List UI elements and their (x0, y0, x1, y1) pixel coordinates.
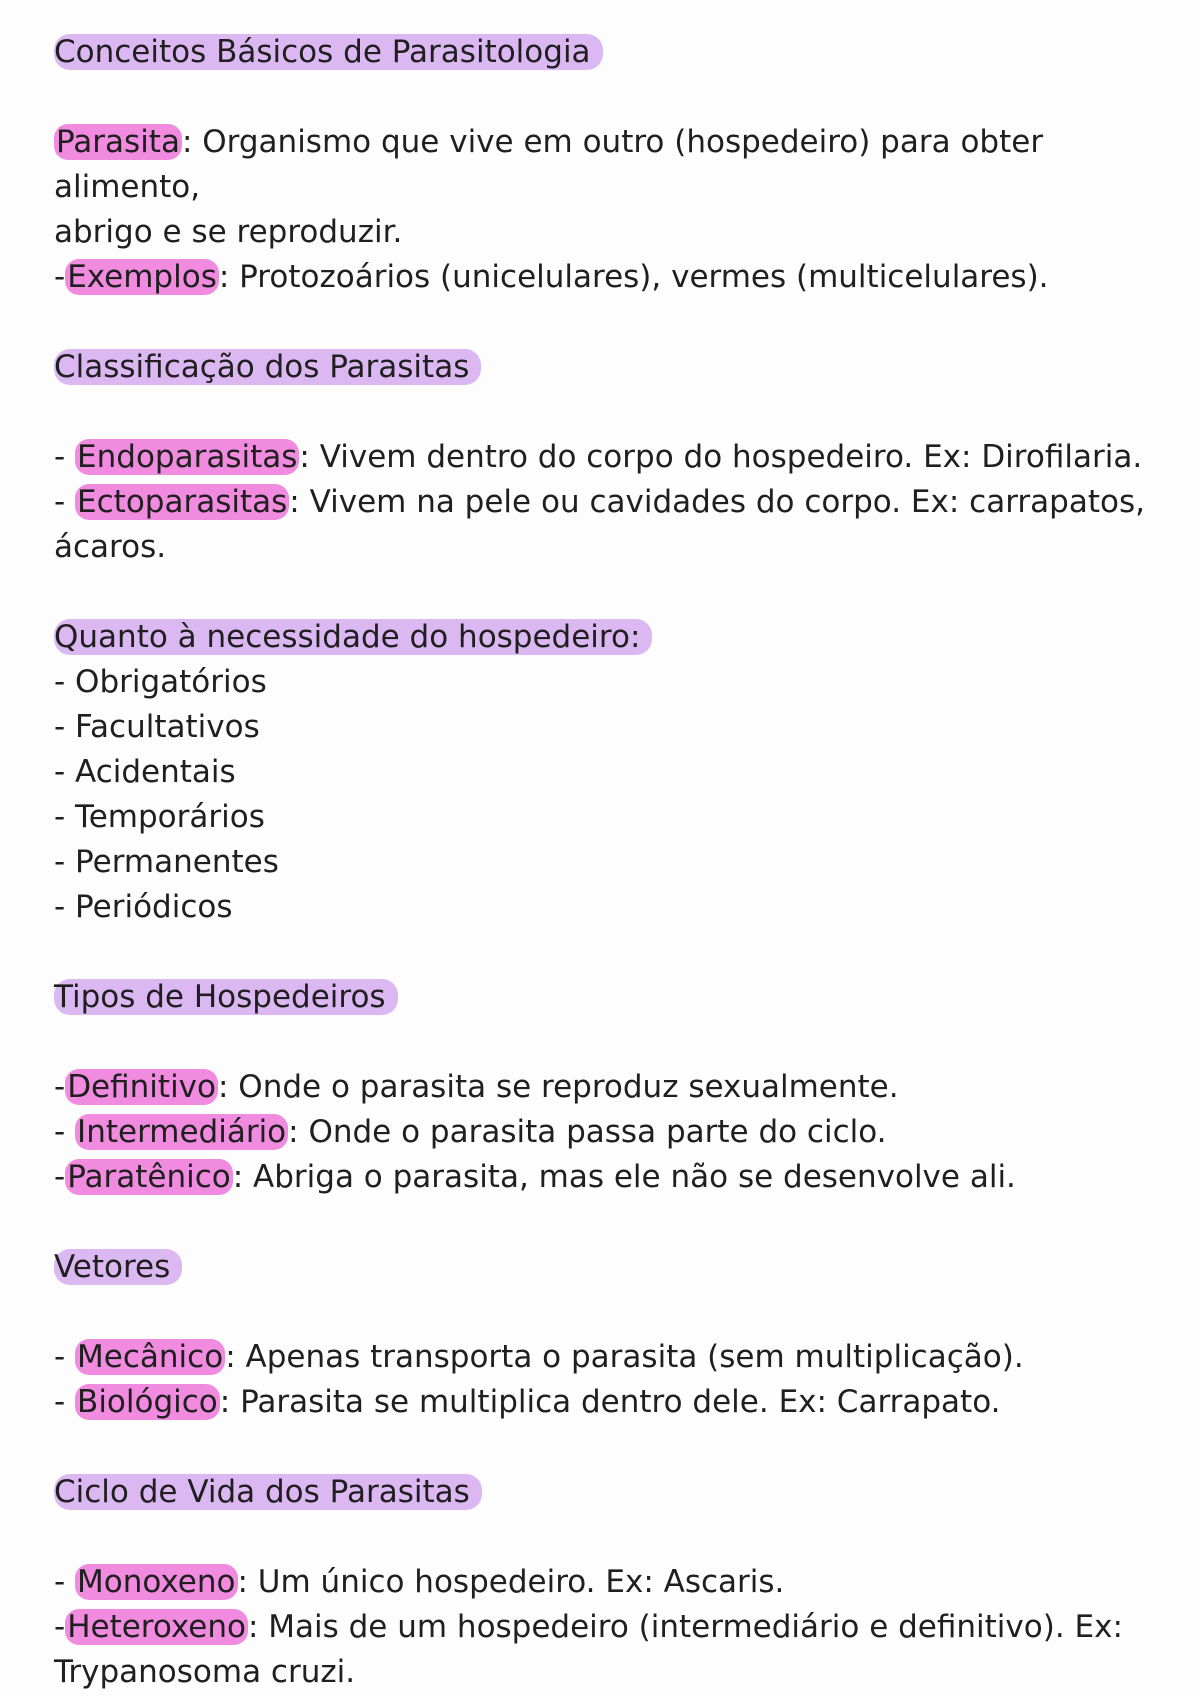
term-ectoparasitas: Ectoparasitas (77, 484, 288, 520)
item-text: : Apenas transporta o parasita (sem multiplicação). (225, 1339, 1024, 1375)
list-item (54, 840, 1154, 885)
dash: - (54, 439, 76, 475)
term-mecanico: Mecânico (77, 1339, 224, 1375)
list-item (54, 1605, 1154, 1650)
note-title (54, 30, 1154, 75)
heading-highlight: Vetores (54, 1249, 182, 1285)
dash: - (54, 889, 76, 925)
dash: - (54, 259, 66, 295)
term-parasita: Parasita (56, 124, 180, 160)
term-biologico: Biológico (77, 1384, 218, 1420)
list-item (54, 480, 1154, 525)
item-text: Temporários (75, 799, 265, 835)
spacer (54, 1515, 1154, 1560)
item-text: : Onde o parasita se reproduz sexualmente. (218, 1069, 899, 1105)
spacer (54, 1425, 1154, 1470)
item-text: : Vivem dentro do corpo do hospedeiro. Ex: Dirofilaria. (299, 439, 1143, 475)
list-item (54, 885, 1154, 930)
item-text: Facultativos (75, 709, 260, 745)
parasita-examples (54, 255, 1154, 300)
item-text: : Parasita se multiplica dentro dele. Ex: Carrapato. (219, 1384, 1001, 1420)
heading-highlight: Tipos de Hospedeiros (54, 979, 398, 1015)
spacer (54, 390, 1154, 435)
parasita-definition (54, 120, 1154, 210)
heading-classificacao (54, 345, 1154, 390)
list-item (54, 1110, 1154, 1155)
spacer (54, 1020, 1154, 1065)
dash: - (54, 709, 76, 745)
item-text: Permanentes (75, 844, 279, 880)
dash: - (54, 1339, 76, 1375)
list-item (54, 1155, 1154, 1200)
term-paratenico: Paratênico (67, 1159, 231, 1195)
list-item-cont: ácaros. (54, 529, 167, 565)
dash: - (54, 1069, 66, 1105)
term-exemplos: Exemplos (67, 259, 217, 295)
spacer (54, 1290, 1154, 1335)
list-item (54, 1380, 1154, 1425)
list-item-cont: Trypanosoma cruzi. (54, 1654, 356, 1690)
parasita-definition-text: : Organismo que vive em outro (hospedeiro) para obter alimento, (54, 124, 1053, 205)
heading-vetores (54, 1245, 1154, 1290)
dash: - (54, 844, 76, 880)
spacer (54, 930, 1154, 975)
examples-text: : Protozoários (unicelulares), vermes (multicelulares). (218, 259, 1049, 295)
note-document (54, 30, 1154, 1695)
term-definitivo: Definitivo (67, 1069, 216, 1105)
dash: - (54, 1609, 66, 1645)
item-text: : Vivem na pele ou cavidades do corpo. Ex: carrapatos, (289, 484, 1145, 520)
dash: - (54, 754, 76, 790)
term-endoparasitas: Endoparasitas (77, 439, 298, 475)
spacer (54, 300, 1154, 345)
term-heteroxeno: Heteroxeno (67, 1609, 246, 1645)
item-text: Acidentais (75, 754, 236, 790)
item-text: : Onde o parasita passa parte do ciclo. (288, 1114, 887, 1150)
dash: - (54, 799, 76, 835)
item-text: Periódicos (75, 889, 233, 925)
item-text: : Mais de um hospedeiro (intermediário e definitivo). Ex: (247, 1609, 1123, 1645)
dash: - (54, 1114, 76, 1150)
heading-ciclo (54, 1470, 1154, 1515)
spacer (54, 1200, 1154, 1245)
list-item (54, 795, 1154, 840)
list-item (54, 660, 1154, 705)
list-item (54, 1560, 1154, 1605)
parasita-definition-cont: abrigo e se reproduzir. (54, 214, 403, 250)
dash: - (54, 664, 76, 700)
heading-highlight: Quanto à necessidade do hospedeiro: (54, 619, 652, 655)
list-item (54, 1335, 1154, 1380)
dash: - (54, 1159, 66, 1195)
term-monoxeno: Monoxeno (77, 1564, 236, 1600)
item-text: : Abriga o parasita, mas ele não se desenvolve ali. (232, 1159, 1016, 1195)
dash: - (54, 484, 76, 520)
list-item (54, 435, 1154, 480)
dash: - (54, 1564, 76, 1600)
heading-highlight: Classificação dos Parasitas (54, 349, 481, 385)
spacer (54, 75, 1154, 120)
heading-hospedeiros (54, 975, 1154, 1020)
list-item (54, 1065, 1154, 1110)
list-item (54, 750, 1154, 795)
heading-highlight: Ciclo de Vida dos Parasitas (54, 1474, 482, 1510)
title-highlight: Conceitos Básicos de Parasitologia (54, 34, 603, 70)
spacer (54, 570, 1154, 615)
heading-necessidade (54, 615, 1154, 660)
item-text: Obrigatórios (75, 664, 267, 700)
term-intermediario: Intermediário (77, 1114, 287, 1150)
dash: - (54, 1384, 76, 1420)
item-text: : Um único hospedeiro. Ex: Ascaris. (237, 1564, 785, 1600)
list-item (54, 705, 1154, 750)
